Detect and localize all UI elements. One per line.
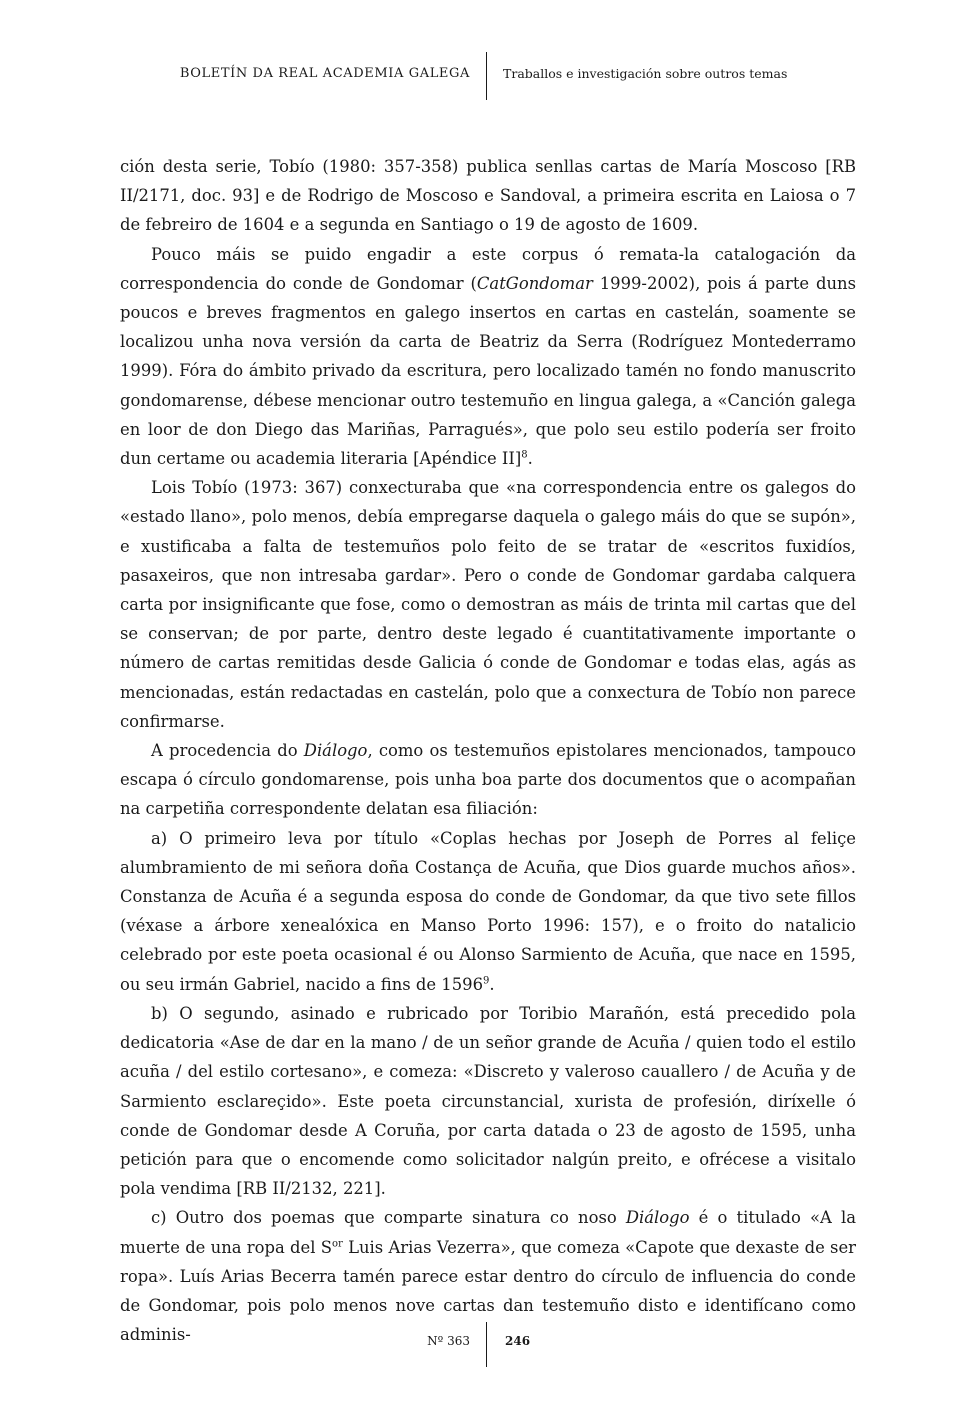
page-number: 246 <box>505 1334 531 1348</box>
superscript-abbrev: or <box>332 1238 343 1250</box>
text-run: Pouco máis se puido engadir a este corpus ó remata-la catalogación da correspondencia do conde de Gondomar ( <box>120 244 856 293</box>
paragraph-item-b: b) O segundo, asinado e rubricado por Toribio Marañón, está precedido pola dedicatoria «Ase de dar en la mano / de un señor grande de Acuña / quien todo el estilo acuña / del estilo cortesano», e comeza: «Discreto y valeroso cauallero / de Acuña y de Sarmiento esclareçido». Este poeta circunstancial, xurista de profesión, diríxelle ó conde de Gondomar desde A Coruña, por carta datada o 23 de agosto de 1595, unha petición para que o encomende como solicitador nalgún preito, e ofrécese a visitalo pola vendima [RB II/2132, 221]. <box>120 1003 856 1199</box>
text-run: A procedencia do <box>151 741 304 761</box>
paragraph-2 <box>120 240 856 474</box>
page-footer <box>0 1322 975 1372</box>
footnote-ref-8[interactable]: 8 <box>521 449 528 461</box>
text-run: é o titulado «A la muerte de una ropa del S <box>120 1208 857 1257</box>
body-text <box>120 152 856 1349</box>
section-title: Traballos e investigación sobre outros temas <box>503 66 788 81</box>
text-run: c) Outro dos poemas que comparte sinatura co noso <box>151 1208 626 1228</box>
issue-number: Nº 363 <box>427 1334 470 1348</box>
text-run: . <box>489 974 495 994</box>
paragraph-item-a <box>120 824 856 999</box>
footnote-ref-9[interactable]: 9 <box>483 975 490 987</box>
italic-title: CatGondomar <box>476 273 593 293</box>
paragraph-4 <box>120 736 856 824</box>
text-run: . <box>527 449 533 469</box>
text-run: a) O primeiro leva por título «Coplas hechas por Joseph de Porres al feliçe alumbramiento de mi señora doña Costança de Acuña, que Dios guarde muchos años». Constanza de Acuña é a segunda esposa do conde de Gondomar, da que tivo sete fillos (véxase a árbore xenealóxica en Manso Porto 1996: 157), e o froito do natalicio celebrado por este poeta ocasional é ou Alonso Sarmiento de Acuña, que nace en 1595, ou seu irmán Gabriel, nacido a fins de 1596 <box>120 828 856 994</box>
journal-title: BOLETÍN DA REAL ACADEMIA GALEGA <box>179 66 470 81</box>
footer-divider <box>486 1322 487 1367</box>
text-run: 1999-2002), pois á parte duns poucos e breves fragmentos en galego insertos en cartas en castelán, soamente se localizou unha nova versión da carta de Beatriz da Serra (Rodríguez Montederramo 1999). Fóra do ámbito privado da escritura, pero localizado tamén no fondo manuscrito gondomarense, débese mencionar outro testemuño en lingua galega, a «Canción galega en loor de don Diego das Mariñas, Parragués», que polo seu estilo podería ser froito dun certame ou academia literaria [Apéndice II] <box>120 273 857 469</box>
italic-title: Diálogo <box>303 741 368 761</box>
paragraph-1: ción desta serie, Tobío (1980: 357-358) publica senllas cartas de María Moscoso [RB II/2171, doc. 93] e de Rodrigo de Moscoso e Sandoval, a primeira escrita en Laiosa o 7 de febreiro de 1604 e a segunda en Santiago o 19 de agosto de 1609. <box>120 157 856 235</box>
paragraph-3: Lois Tobío (1973: 367) conxecturaba que «na correspondencia entre os galegos do «estado llano», polo menos, debía empregarse daquela o galego máis do que se supón», e xustificaba a falta de testemuños polo feito de se tratar de «escritos fuxidíos, pasaxeiros, que non intresaba gardar». Pero o conde de Gondomar gardaba calquera carta por insignificante que fose, como o demostran as máis de trinta mil cartas que del se conservan; de por parte, dentro deste legado é cuantitativamente importante o número de cartas remitidas desde Galicia ó conde de Gondomar e todas elas, agás as mencionadas, están redactadas en castelán, polo que a conxectura de Tobío non parece confirmarse. <box>120 478 856 731</box>
italic-title: Diálogo <box>625 1208 690 1228</box>
running-header <box>0 50 975 102</box>
header-divider <box>486 52 487 100</box>
text-run: Luis Arias Vezerra», que comeza «Capote que dexaste de ser ropa». Luís Arias Becerra tamén parece estar dentro do círculo de influencia do conde de Gondomar, pois polo menos nove cartas dan testemuño disto e identifícano como adminis- <box>120 1237 856 1345</box>
text-run: , como os testemuños epistolares mencionados, tampouco escapa ó círculo gondomarense, pois unha boa parte dos documentos que o acompañan na carpetiña correspondente delatan esa filiación: <box>120 741 856 819</box>
